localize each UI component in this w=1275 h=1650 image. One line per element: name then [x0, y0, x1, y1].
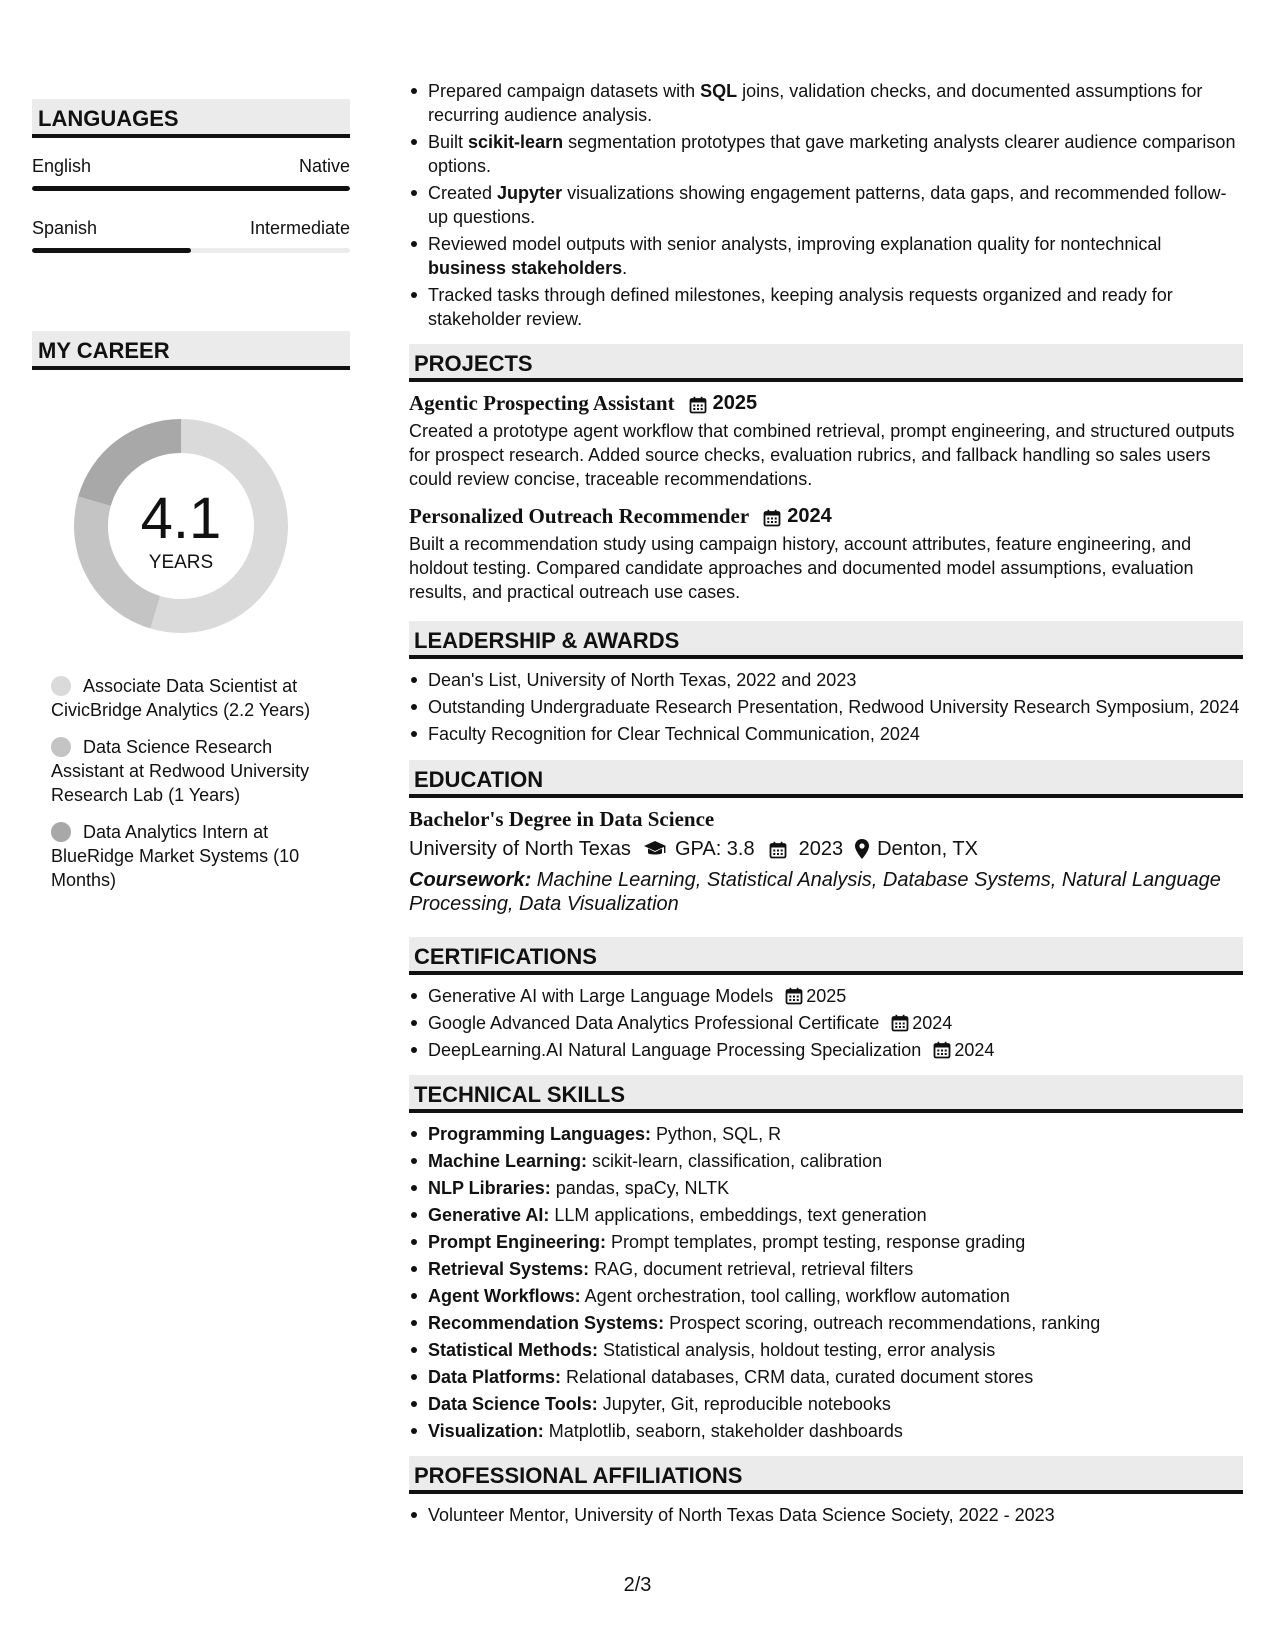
coursework-text: Machine Learning, Statistical Analysis, Database Systems, Natural Language Processing, Data Visualization	[409, 869, 1221, 915]
career-heading: MY CAREER	[32, 331, 350, 370]
language-bar-fill	[32, 248, 191, 253]
page-number: 2/3	[623, 1574, 652, 1596]
skill-item: Agent Workflows: Agent orchestration, tool calling, workflow automation	[409, 1284, 1243, 1308]
skill-item: Prompt Engineering: Prompt templates, prompt testing, response grading	[409, 1230, 1243, 1254]
affiliations-heading: PROFESSIONAL AFFILIATIONS	[409, 1456, 1243, 1494]
language-bar-spanish	[32, 248, 350, 253]
career-legend-item	[51, 820, 341, 892]
project-year: 2025	[712, 392, 758, 414]
career-donut-center	[67, 412, 295, 640]
language-name: Spanish	[32, 218, 98, 238]
education-location: Denton, TX	[877, 838, 978, 860]
calendar-icon	[769, 840, 787, 858]
education-school: University of North Texas	[409, 838, 631, 860]
award-item: Faculty Recognition for Clear Technical Communication, 2024	[409, 722, 1243, 746]
award-item: Outstanding Undergraduate Research Presentation, Redwood University Research Symposium, 2024	[409, 695, 1243, 719]
sidebar	[32, 99, 350, 905]
language-name: English	[32, 156, 92, 176]
experience-bullet: Reviewed model outputs with senior analysts, improving explanation quality for nontechnical business stakeholders.	[409, 232, 1243, 280]
project-year: 2024	[787, 505, 832, 527]
affiliations-list	[409, 1503, 1243, 1527]
project-description: Built a recommendation study using campaign history, account attributes, feature engineering, and holdout testing. Compared candidate approaches and documented model assumptions, evaluation results, and practical outreach use cases.	[409, 534, 1194, 602]
affiliation-item: Volunteer Mentor, University of North Texas Data Science Society, 2022 - 2023	[409, 1503, 1243, 1527]
calendar-icon	[933, 1041, 951, 1059]
education-gpa: GPA: 3.8	[674, 838, 755, 860]
experience-bullet: Built scikit-learn segmentation prototypes that gave marketing analysts clearer audience comparison options.	[409, 130, 1243, 178]
education-degree: Bachelor's Degree in Data Science	[409, 807, 715, 831]
legend-dot-icon	[51, 822, 71, 842]
language-level: Intermediate	[249, 218, 350, 238]
career-total-unit: YEARS	[148, 552, 214, 573]
project-title-row	[409, 503, 1243, 529]
skills-heading: TECHNICAL SKILLS	[409, 1075, 1243, 1113]
career-legend-item	[51, 674, 341, 722]
education-coursework	[409, 868, 1243, 916]
calendar-icon	[689, 394, 707, 412]
certifications-list	[409, 984, 1243, 1062]
career-total-years: 4.1	[140, 486, 222, 551]
skill-item: Generative AI: LLM applications, embeddings, text generation	[409, 1203, 1243, 1227]
language-row-spanish	[32, 217, 350, 239]
language-row-english	[32, 155, 350, 177]
certifications-heading: CERTIFICATIONS	[409, 937, 1243, 975]
skills-list	[409, 1122, 1243, 1443]
skill-item: Recommendation Systems: Prospect scoring, outreach recommendations, ranking	[409, 1311, 1243, 1335]
main-content	[409, 79, 1243, 1530]
experience-bullets	[409, 79, 1243, 331]
education-year: 2023	[798, 838, 844, 860]
education-details	[409, 836, 1243, 862]
skill-item: Machine Learning: scikit-learn, classification, calibration	[409, 1149, 1243, 1173]
education-heading: EDUCATION	[409, 760, 1243, 798]
legend-dot-icon	[51, 737, 71, 757]
awards-list	[409, 668, 1243, 746]
career-role-text: Data Analytics Intern at BlueRidge Market Systems (10 Months)	[51, 822, 300, 890]
calendar-icon	[763, 507, 781, 525]
projects-heading: PROJECTS	[409, 344, 1243, 382]
experience-bullet: Prepared campaign datasets with SQL joins, validation checks, and documented assumptions for recurring audience analysis.	[409, 79, 1243, 127]
skill-item: Data Platforms: Relational databases, CRM data, curated document stores	[409, 1365, 1243, 1389]
project-title: Agentic Prospecting Assistant	[409, 391, 675, 415]
calendar-icon	[785, 987, 803, 1005]
project-description: Created a prototype agent workflow that combined retrieval, prompt engineering, and structured outputs for prospect research. Added source checks, evaluation rubrics, and fallback handling so sales users could review concise, traceable recommendations.	[409, 421, 1235, 489]
skill-item: Programming Languages: Python, SQL, R	[409, 1122, 1243, 1146]
language-bar-fill	[32, 186, 350, 191]
career-donut-chart	[67, 412, 295, 640]
language-level: Native	[298, 156, 350, 176]
career-role-text: Associate Data Scientist at CivicBridge Analytics (2.2 Years)	[51, 676, 311, 720]
certification-item: DeepLearning.AI Natural Language Processing Specialization 2024	[409, 1038, 1243, 1062]
skill-item: NLP Libraries: pandas, spaCy, NLTK	[409, 1176, 1243, 1200]
language-bar-english	[32, 186, 350, 191]
legend-dot-icon	[51, 676, 71, 696]
skill-item: Statistical Methods: Statistical analysis, holdout testing, error analysis	[409, 1338, 1243, 1362]
project-title-row	[409, 390, 1243, 416]
career-legend-item	[51, 735, 341, 807]
location-pin-icon	[855, 839, 869, 859]
award-item: Dean's List, University of North Texas, 2022 and 2023	[409, 668, 1243, 692]
languages-heading: LANGUAGES	[32, 99, 350, 138]
skill-item: Visualization: Matplotlib, seaborn, stakeholder dashboards	[409, 1419, 1243, 1443]
coursework-label: Coursework:	[409, 869, 532, 891]
career-role-text: Data Science Research Assistant at Redwood University Research Lab (1 Years)	[51, 737, 310, 805]
skill-item: Retrieval Systems: RAG, document retrieval, retrieval filters	[409, 1257, 1243, 1281]
project-title: Personalized Outreach Recommender	[409, 504, 750, 528]
career-legend	[51, 674, 341, 892]
awards-heading: LEADERSHIP & AWARDS	[409, 621, 1243, 659]
graduation-cap-icon	[643, 840, 667, 858]
experience-bullet: Tracked tasks through defined milestones, keeping analysis requests organized and ready for stakeholder review.	[409, 283, 1243, 331]
certification-item: Generative AI with Large Language Models 2025	[409, 984, 1243, 1008]
certification-item: Google Advanced Data Analytics Professional Certificate 2024	[409, 1011, 1243, 1035]
calendar-icon	[891, 1014, 909, 1032]
experience-bullet: Created Jupyter visualizations showing engagement patterns, data gaps, and recommended follow-up questions.	[409, 181, 1243, 229]
skill-item: Data Science Tools: Jupyter, Git, reproducible notebooks	[409, 1392, 1243, 1416]
